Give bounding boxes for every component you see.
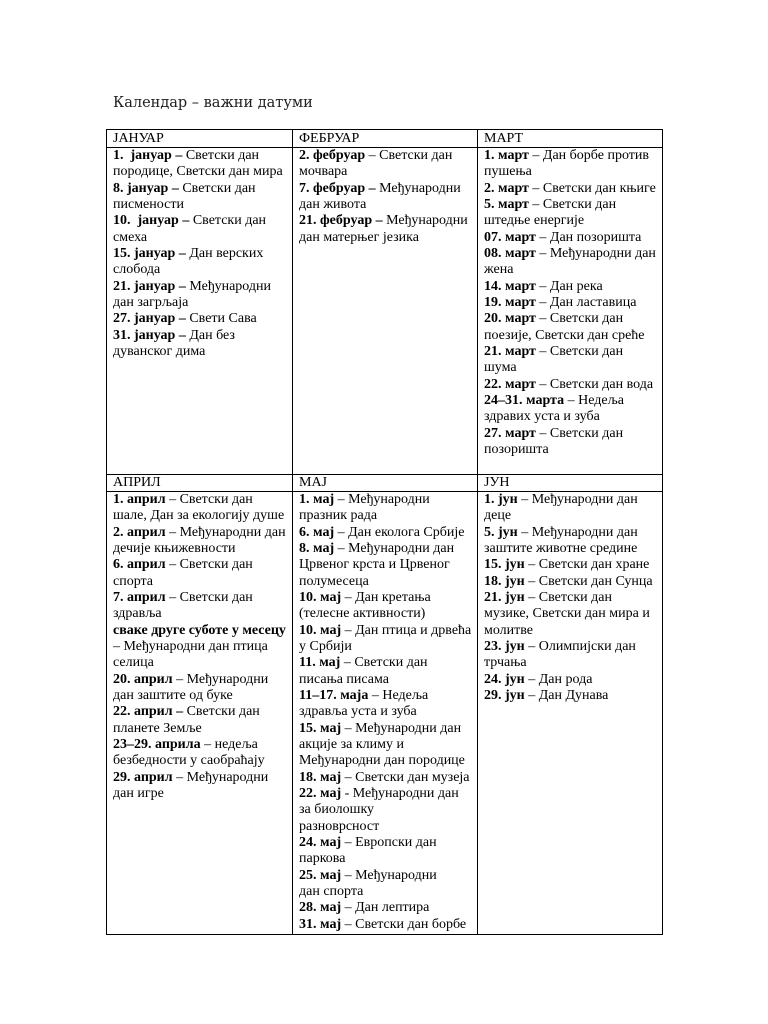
calendar-entry	[113, 672, 290, 705]
entry-date: 22. март	[484, 376, 536, 392]
entry-description: – Светски дан књиге	[528, 180, 656, 196]
entry-date: 7. април	[113, 589, 166, 605]
entry-description: Међународни дан загрљаја	[113, 278, 271, 310]
entry-date: 21. март	[484, 343, 536, 359]
calendar-entry	[113, 590, 290, 623]
entry-date: 22. мај	[299, 785, 342, 801]
entry-date: 18. мај	[299, 769, 342, 785]
month-header-june: ЈУН	[478, 475, 662, 491]
page-title: Календар – важни датуми	[113, 95, 313, 111]
calendar-entry	[484, 295, 660, 311]
entry-date: 15. мај	[299, 720, 342, 736]
calendar-entry	[484, 279, 660, 295]
calendar-entry	[484, 344, 660, 377]
entry-date: 21. јун	[484, 589, 525, 605]
entry-date: 8. јануар –	[113, 180, 179, 196]
april-entries	[107, 492, 292, 934]
entry-date: 2. април	[113, 524, 166, 540]
entry-date: 25. мај	[299, 867, 342, 883]
calendar-entry	[299, 181, 475, 214]
entry-date: 07. март	[484, 229, 536, 245]
entry-date: 10. мај	[299, 589, 342, 605]
calendar-entry	[484, 557, 660, 573]
entry-description: Светски дан писмености	[113, 180, 256, 212]
entry-description: – Светски дан хране	[524, 557, 650, 573]
entry-description: Међународни дан живота	[299, 180, 461, 212]
entry-date: 11. мај	[299, 655, 341, 671]
entry-description: – Светски дан вода	[535, 376, 654, 392]
calendar-entry	[113, 557, 290, 590]
entry-date: 6. мај	[299, 524, 335, 540]
entry-description: – недеља безбедности у саобраћају	[113, 736, 265, 769]
calendar-entry	[299, 868, 475, 901]
entry-date: 19. март	[484, 294, 536, 310]
entry-description: Дан без дуванског дима	[113, 327, 235, 359]
entry-description: – Међународни дан жена	[484, 245, 656, 278]
entry-date: 21. фебруар –	[299, 213, 383, 229]
entry-date: 29. април	[113, 769, 173, 785]
calendar-entry	[113, 492, 290, 525]
entry-description: – Светски дан штедње енергије	[484, 196, 617, 229]
calendar-entry	[484, 246, 660, 279]
january-entries	[107, 148, 292, 474]
entry-date: 27. јануар –	[113, 311, 186, 327]
calendar-entry	[484, 590, 660, 639]
calendar-entry	[113, 311, 290, 327]
entry-date: 8. мај	[299, 540, 335, 556]
entry-date: 21. јануар –	[113, 278, 186, 294]
entry-description: – Олимпијски дан трчања	[484, 638, 636, 671]
entry-date: 29. јун	[484, 687, 525, 703]
calendar-entry	[299, 835, 475, 868]
calendar-entry	[113, 181, 290, 214]
entry-description: - Међународни дан за биолошку разноврсност	[299, 785, 459, 834]
entry-description: – Међународни дан заштите од буке	[113, 671, 269, 703]
calendar-entry	[113, 737, 290, 770]
entry-description: – Светски дан Сунца	[524, 573, 653, 589]
may-entries	[293, 492, 477, 934]
entry-description: – Светски дан шале, Дан за екологију душе	[113, 492, 285, 524]
calendar-entry	[484, 672, 660, 688]
entry-date: 31. мај	[299, 916, 342, 932]
entry-date: 28. мај	[299, 900, 342, 916]
entry-date: 10. мај	[299, 622, 342, 638]
calendar-entry	[484, 393, 660, 426]
calendar-entry	[484, 639, 660, 672]
entry-description: – Светски дан борбе	[341, 916, 467, 932]
entry-description: Светски дан планете Земље	[113, 704, 260, 736]
entry-date: 7. фебруар –	[299, 180, 376, 196]
calendar-table	[106, 129, 663, 935]
entry-date: 15. јун	[484, 557, 525, 573]
entry-date: 1. јун	[484, 492, 518, 507]
month-header-january: ЈАНУАР	[107, 130, 292, 147]
march-entries	[478, 148, 662, 474]
month-header-april: АПРИЛ	[107, 475, 292, 491]
calendar-entry	[299, 213, 475, 246]
calendar-entry	[113, 328, 290, 361]
calendar-entry	[299, 590, 475, 623]
entry-date: 24. мај	[299, 834, 342, 850]
entry-description: – Дан птица и дрвећа у Србији	[299, 622, 472, 654]
entry-date: 08. март	[484, 245, 536, 261]
entry-date: 5. март	[484, 196, 529, 212]
entry-description: – Дан еколога Србије	[334, 524, 465, 540]
entry-description: – Дан лептира	[341, 900, 430, 916]
entry-date: 20. април	[113, 671, 173, 687]
entry-date: 6. април	[113, 557, 166, 573]
calendar-entry	[299, 721, 475, 770]
entry-date: 14. март	[484, 278, 536, 294]
entry-description: Свети Сава	[185, 311, 257, 327]
calendar-entry	[484, 688, 660, 704]
calendar-entry	[484, 181, 660, 197]
june-entries	[478, 492, 662, 934]
entry-date: 1. мај	[299, 492, 335, 507]
calendar-entry	[113, 525, 290, 558]
entry-description: – Недеља здравих уста и зуба	[484, 392, 624, 425]
calendar-entry	[299, 900, 475, 916]
entry-date: 27. март	[484, 425, 536, 441]
calendar-entry	[299, 541, 475, 590]
entry-date: сваке друге суботе у месецу	[113, 622, 286, 638]
entry-date: 23. јун	[484, 638, 525, 654]
calendar-entry	[484, 148, 660, 181]
entry-description: – Светски дан спорта	[113, 557, 253, 589]
entry-date: 2. март	[484, 180, 529, 196]
entry-description: – Светски дан здравља	[113, 589, 253, 622]
entry-date: 15. јануар –	[113, 245, 186, 261]
calendar-entry	[113, 279, 290, 312]
calendar-entry	[484, 311, 660, 344]
entry-description: – Дан позоришта	[535, 229, 642, 245]
calendar-entry	[299, 770, 475, 786]
entry-description: – Међународни дан деце	[484, 492, 638, 524]
entry-description: – Светски дан поезије, Светски дан среће	[484, 311, 645, 343]
entry-date: 1. април	[113, 492, 166, 507]
entry-description: – Дан река	[535, 278, 603, 294]
calendar-entry	[299, 655, 475, 688]
calendar-entry	[299, 623, 475, 656]
entry-description: – Међународни дан акције за климу и Међународни дан породице	[299, 720, 465, 769]
month-header-may: МАЈ	[293, 475, 477, 491]
entry-date: 1. јануар –	[113, 148, 183, 163]
entry-description: Светски дан смеха	[113, 213, 267, 245]
entry-description: – Дан Дунава	[524, 687, 609, 703]
calendar-entry	[299, 492, 475, 525]
calendar-entry	[113, 213, 290, 246]
calendar-entry	[113, 704, 290, 737]
entry-description: – Светски дан писања писама	[299, 655, 428, 687]
calendar-entry	[484, 197, 660, 230]
entry-description: Светски дан породице, Светски дан мира	[113, 148, 283, 180]
calendar-entry	[113, 770, 290, 803]
entry-description: – Међународни дан Црвеног крста и Црвеног полумесеца	[299, 540, 455, 589]
entry-description: – Светски дан музике, Светски дан мира и молитве	[484, 589, 650, 638]
entry-date: 24–31. марта	[484, 392, 565, 408]
entry-description: – Недеља здравља уста и зуба	[299, 687, 429, 720]
entry-date: 22. април –	[113, 704, 184, 720]
entry-date: 5. јун	[484, 524, 518, 540]
entry-date: 2. фебруар	[299, 148, 366, 163]
entry-description: – Светски дан мочвара	[299, 148, 453, 180]
entry-date: 11–17. маја	[299, 687, 369, 703]
entry-description: Дан верских слобода	[113, 245, 264, 278]
calendar-entry	[299, 688, 475, 721]
calendar-entry	[484, 525, 660, 558]
calendar-entry	[484, 426, 660, 459]
entry-description: – Светски дан музеја	[341, 769, 470, 785]
calendar-entry	[484, 492, 660, 525]
entry-date: 24. јун	[484, 671, 525, 687]
calendar-entry	[299, 786, 475, 835]
entry-description: Међународни дан матерњег језика	[299, 213, 468, 245]
calendar-entry	[484, 574, 660, 590]
entry-description: – Дан рода	[524, 671, 593, 687]
entry-date: 31. јануар –	[113, 327, 186, 343]
entry-date: 1. март	[484, 148, 529, 163]
month-header-february: ФЕБРУАР	[293, 130, 477, 147]
entry-description: – Европски дан паркова	[299, 834, 437, 867]
month-header-march: МАРТ	[478, 130, 662, 147]
entry-description: – Међународни дан птица селица	[113, 638, 268, 671]
calendar-entry	[299, 917, 475, 933]
entry-description: – Дан борбе против пушења	[484, 148, 649, 180]
entry-description: – Међународни дан дечије књижевности	[113, 524, 286, 556]
entry-date: 20. март	[484, 311, 536, 327]
entry-description: – Међународни дан игре	[113, 769, 269, 801]
calendar-entry	[484, 230, 660, 246]
entry-description: – Међународни дан заштите животне средине	[484, 524, 638, 556]
entry-date: 23–29. априла	[113, 736, 201, 752]
calendar-entry	[299, 525, 475, 541]
entry-description: – Међународни празник рада	[299, 492, 430, 524]
entry-description: – Дан ластавица	[535, 294, 637, 310]
entry-date: 10. јануар –	[113, 213, 190, 229]
entry-description: – Светски дан шума	[484, 343, 624, 376]
calendar-entry	[113, 623, 290, 672]
entry-description: – Дан кретања (телесне активности)	[299, 589, 431, 622]
february-entries	[293, 148, 477, 474]
entry-date: 18. јун	[484, 573, 525, 589]
calendar-entry	[484, 377, 660, 393]
entry-description: – Међународни дан спорта	[299, 867, 437, 899]
calendar-entry	[113, 148, 290, 181]
calendar-entry	[299, 148, 475, 181]
calendar-entry	[113, 246, 290, 279]
entry-description: – Светски дан позоришта	[484, 425, 624, 457]
